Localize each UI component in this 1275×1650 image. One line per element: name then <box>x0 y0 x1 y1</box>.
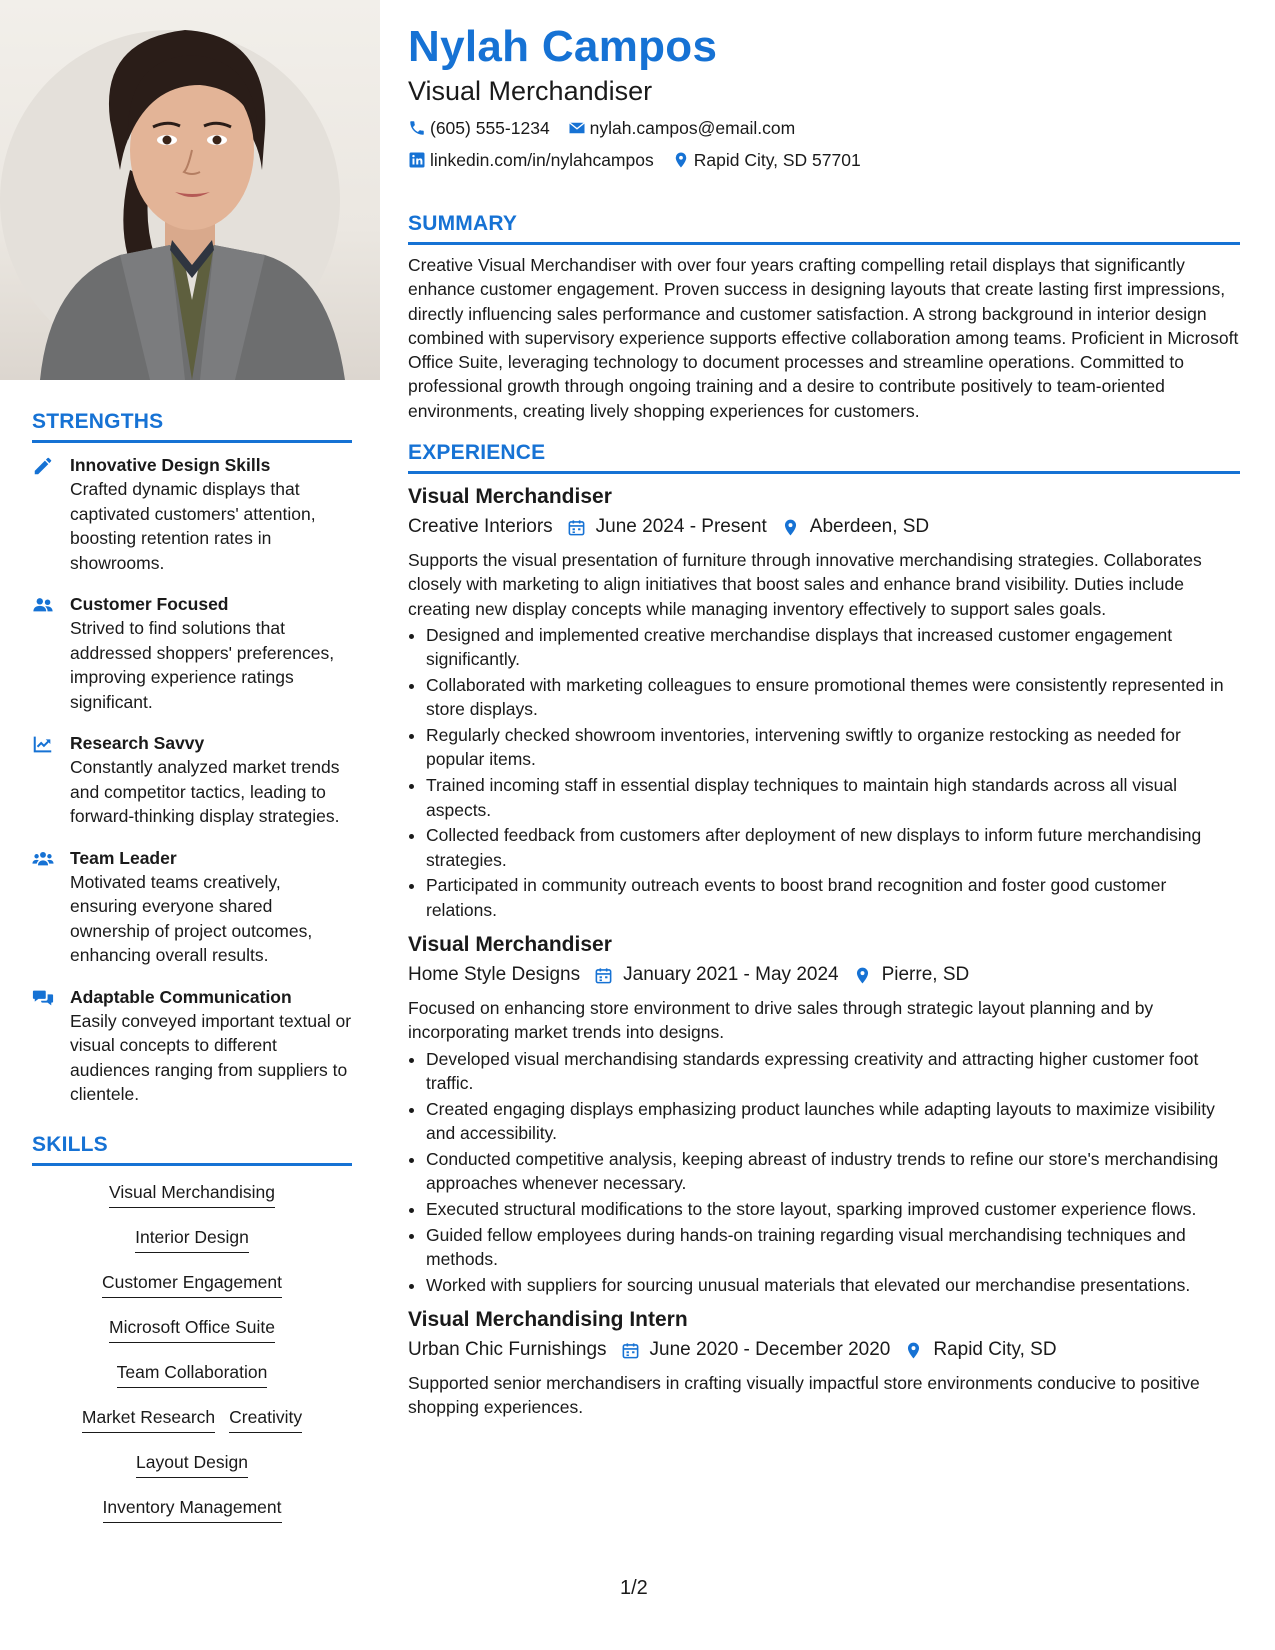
strength-item <box>32 453 352 575</box>
strength-item <box>32 592 352 714</box>
strength-item <box>32 985 352 1107</box>
linkedin-icon <box>408 151 426 169</box>
job-dates: June 2024 - Present <box>595 516 767 538</box>
job-entry <box>408 482 1240 922</box>
job-location: Rapid City, SD <box>933 1339 1057 1361</box>
bullet-item: • Conducted competitive analysis, keeping abreast of industry trends to refine our store's merchandising approaches whenever necessary. <box>426 1147 1240 1196</box>
strength-item <box>32 731 352 829</box>
job-description: Focused on enhancing store environment to drive sales through strategic layout planning and by incorporating market trends into designs. <box>408 998 1154 1043</box>
phone-text: (605) 555-1234 <box>430 118 550 138</box>
linkedin-contact[interactable] <box>408 144 654 176</box>
email-contact[interactable] <box>568 112 795 144</box>
job-entry <box>408 930 1240 1297</box>
calendar-icon <box>621 1341 640 1360</box>
bullet-item: • Worked with suppliers for sourcing unusual materials that elevated our merchandise presentations. <box>426 1273 1240 1297</box>
company-name: Urban Chic Furnishings <box>408 1339 607 1361</box>
page-number: 1/2 <box>620 1577 648 1599</box>
job-bullets <box>408 623 1240 922</box>
map-pin-icon <box>853 966 872 985</box>
skill-tag: Creativity <box>229 1405 302 1433</box>
pencil-icon <box>32 453 70 575</box>
skill-tag: Market Research <box>82 1405 215 1433</box>
envelope-icon <box>568 119 586 137</box>
skills-heading: SKILLS <box>32 1133 352 1166</box>
job-dates: June 2020 - December 2020 <box>649 1339 891 1361</box>
bullet-item: • Executed structural modifications to the store layout, sparking improved customer experience flows. <box>426 1197 1240 1221</box>
job-dates: January 2021 - May 2024 <box>623 964 839 986</box>
contact-row <box>408 144 1240 176</box>
bullet-item: • Guided fellow employees during hands-on training regarding visual merchandising techniques and methods. <box>426 1223 1240 1272</box>
job-title: Visual Merchandiser <box>408 933 612 957</box>
skill-tag: Interior Design <box>135 1225 249 1253</box>
bullet-item: • Collected feedback from customers after deployment of new displays to inform future merchandising strategies. <box>426 823 1240 872</box>
sidebar-content <box>32 410 352 1540</box>
experience-heading: EXPERIENCE <box>408 441 1240 474</box>
profile-photo <box>0 0 380 380</box>
strength-item <box>32 846 352 968</box>
chat-bubbles-icon <box>32 985 70 1107</box>
skill-tag: Team Collaboration <box>117 1360 268 1388</box>
strength-title: Customer Focused <box>70 594 229 614</box>
map-pin-icon <box>781 518 800 537</box>
linkedin-link[interactable]: linkedin.com/in/nylahcampos <box>430 150 654 170</box>
strength-description: Motivated teams creatively, ensuring everyone shared ownership of project outcomes, enhancing overall results. <box>70 871 313 965</box>
job-meta <box>408 960 1240 990</box>
company-name: Creative Interiors <box>408 516 553 538</box>
skill-tag: Customer Engagement <box>102 1270 282 1298</box>
bullet-item: • Developed visual merchandising standards expressing creativity and attracting higher customer foot traffic. <box>426 1047 1240 1096</box>
job-title: Visual Merchandising Intern <box>408 1308 688 1332</box>
strengths-heading: STRENGTHS <box>32 410 352 443</box>
sidebar <box>0 0 380 1650</box>
contact-row <box>408 112 1240 144</box>
map-pin-icon <box>672 151 690 169</box>
strength-title: Adaptable Communication <box>70 986 292 1007</box>
job-description: Supports the visual presentation of furniture through innovative merchandising strategies. Collaborates closely with marketing to align initiatives that boost sales and enhance brand visibility. Duties include creating new display concepts while managing inventory effectively to support sales goals. <box>408 550 1202 619</box>
job-entry <box>408 1305 1240 1420</box>
phone-icon <box>408 119 426 137</box>
strength-title: Team Leader <box>70 847 177 868</box>
company-name: Home Style Designs <box>408 964 581 986</box>
phone-contact <box>408 112 550 144</box>
users-icon <box>32 592 70 714</box>
map-pin-icon <box>904 1341 923 1360</box>
bullet-item: • Designed and implemented creative merchandise displays that increased customer engagement significantly. <box>426 623 1240 672</box>
location-contact <box>672 144 861 176</box>
trend-chart-icon <box>32 731 70 829</box>
job-meta <box>408 1335 1240 1365</box>
strength-description: Crafted dynamic displays that captivated customers' attention, boosting retention rates in showrooms. <box>70 479 316 573</box>
job-title: Visual Merchandiser <box>408 485 612 509</box>
bullet-item: • Collaborated with marketing colleagues to ensure promotional themes were consistently represented in store displays. <box>426 673 1240 722</box>
candidate-title: Visual Merchandiser <box>408 76 653 106</box>
strength-description: Easily conveyed important textual or visual concepts to different audiences ranging from suppliers to clientele. <box>70 1010 352 1104</box>
summary-text: Creative Visual Merchandiser with over four years crafting compelling retail displays that significantly enhance customer engagement. Proven success in designing layouts that create lasting first impressions, directly influencing sales performance and customer satisfaction. A strong background in interior design combined with supervisory experience supports effective collaboration among teams. Proficient in Microsoft Office Suite, leveraging technology to document processes and streamline operations. Committed to professional growth through ongoing training and a desire to contribute positively to team-oriented environments, creating lively shopping experiences for customers. <box>408 255 1239 421</box>
strength-description: Strived to find solutions that addressed shoppers' preferences, improving experience ratings significant. <box>70 618 335 712</box>
strength-title: Innovative Design Skills <box>70 455 271 475</box>
email-link[interactable]: nylah.campos@email.com <box>589 118 796 138</box>
bullet-item: • Trained incoming staff in essential display techniques to maintain high standards across all visual aspects. <box>426 773 1240 822</box>
strength-title: Research Savvy <box>70 733 205 753</box>
bullet-item: • Regularly checked showroom inventories, intervening swiftly to organize restocking as needed for popular items. <box>426 723 1240 772</box>
job-description: Supported senior merchandisers in crafting visually impactful store environments conducive to positive shopping experiences. <box>408 1373 1200 1418</box>
team-icon <box>32 846 70 968</box>
summary-heading: SUMMARY <box>408 212 1240 245</box>
job-location: Aberdeen, SD <box>809 516 930 538</box>
calendar-icon <box>594 966 613 985</box>
job-meta <box>408 512 1240 542</box>
skill-tag: Microsoft Office Suite <box>109 1315 275 1343</box>
location-text: Rapid City, SD 57701 <box>693 150 861 170</box>
main-column <box>408 20 1240 1420</box>
skills-list <box>32 1180 352 1523</box>
skill-tag: Visual Merchandising <box>109 1180 275 1208</box>
bullet-item: • Participated in community outreach events to boost brand recognition and foster good customer relations. <box>426 873 1240 922</box>
candidate-name: Nylah Campos <box>408 22 718 71</box>
skill-tag: Inventory Management <box>103 1495 282 1523</box>
skill-tag: Layout Design <box>136 1450 248 1478</box>
job-location: Pierre, SD <box>881 964 970 986</box>
bullet-item: • Created engaging displays emphasizing product launches while adapting layouts to maximize visibility and accessibility. <box>426 1097 1240 1146</box>
job-bullets <box>408 1047 1240 1297</box>
strength-description: Constantly analyzed market trends and competitor tactics, leading to forward-thinking display strategies. <box>70 757 340 826</box>
calendar-icon <box>567 518 586 537</box>
